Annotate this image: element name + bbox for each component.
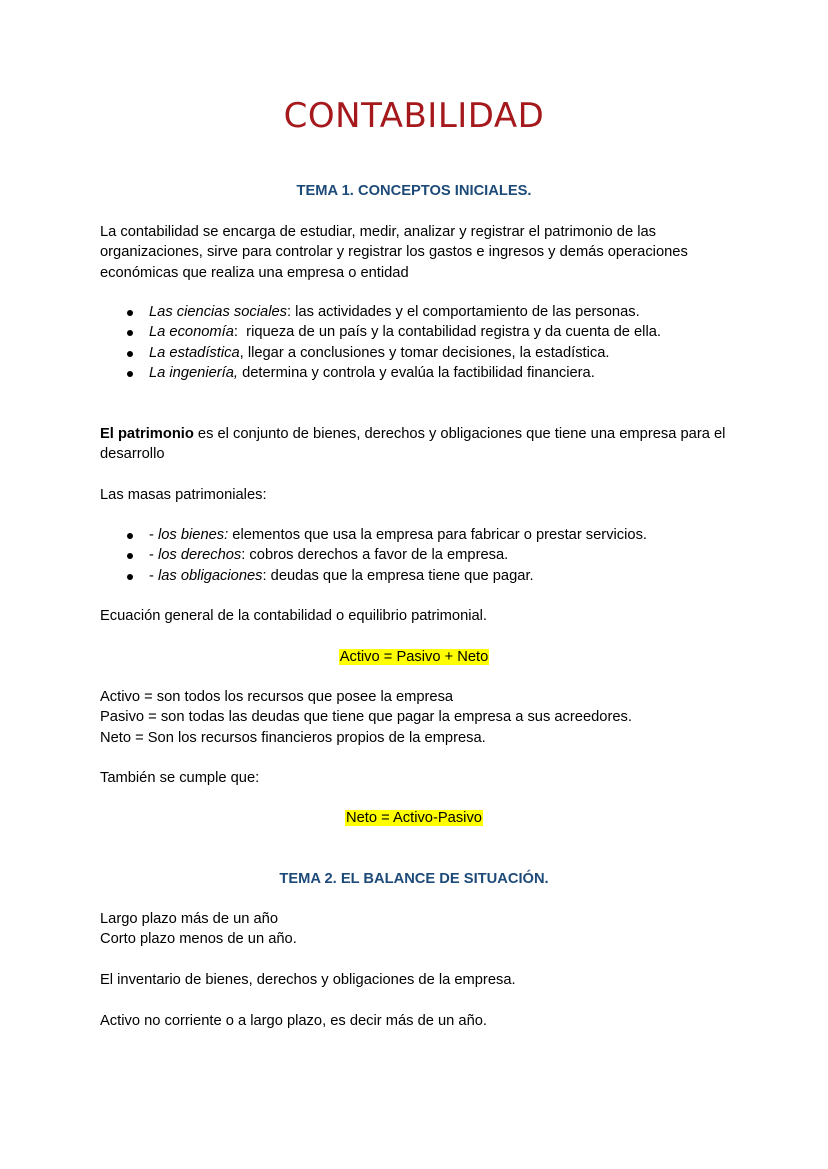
tambien-label: También se cumple que:	[100, 770, 260, 786]
heading-tema-2: TEMA 2. EL BALANCE DE SITUACIÓN.	[279, 871, 549, 887]
term: La estadística	[149, 344, 240, 361]
masas-list	[100, 525, 740, 586]
intro-paragraph: La contabilidad se encarga de estudiar, medir, analizar y registrar el patrimonio de las organizaciones, sirve para controlar y registrar los gastos e ingresos y demás operaciones económicas que realiza una empresa o entidad	[100, 224, 688, 281]
patrimonio-definition: es el conjunto de bienes, derechos y obligaciones que tiene una empresa para el desarrollo	[100, 426, 726, 463]
bullet-icon	[127, 371, 133, 377]
term: Las ciencias sociales	[149, 304, 287, 320]
highlighted-equation-2: Neto = Activo-Pasivo	[346, 810, 482, 826]
activo-no-corriente-paragraph: Activo no corriente o a largo plazo, es decir más de un año.	[100, 1013, 487, 1029]
term: las obligaciones	[157, 567, 263, 584]
separator: :	[233, 324, 239, 341]
bullet-icon	[127, 574, 133, 580]
description: llegar a conclusiones y tomar decisiones, la estadística.	[243, 344, 610, 361]
term: los bienes:	[157, 527, 229, 543]
list-item	[100, 343, 740, 363]
plazos-block	[100, 909, 740, 950]
heading-tema-1: TEMA 1. CONCEPTOS INICIALES.	[296, 183, 532, 199]
description: elementos que usa la empresa para fabricar o prestar servicios.	[228, 527, 647, 543]
ecuacion2-line	[0, 808, 828, 828]
list-item	[100, 566, 740, 586]
patrimonio-term: El patrimonio	[100, 426, 194, 442]
description: : cobros derechos a favor de la empresa.	[241, 547, 509, 564]
prefix: -	[149, 547, 158, 564]
definition-pasivo: Pasivo = son todas las deudas que tiene que pagar la empresa a sus acreedores.	[100, 709, 632, 726]
prefix: -	[149, 567, 158, 584]
description: determina y controla y evalúa la factibilidad financiera.	[238, 364, 595, 381]
bullet-icon	[127, 310, 133, 316]
description: las actividades y el comportamiento de las personas.	[291, 304, 640, 320]
inventario-paragraph: El inventario de bienes, derechos y obligaciones de la empresa.	[100, 972, 516, 988]
list-item	[100, 525, 740, 545]
list-item	[100, 363, 740, 383]
patrimonio-paragraph	[100, 424, 740, 465]
definition-activo: Activo = son todos los recursos que posee la empresa	[100, 689, 454, 705]
term: La ingeniería,	[149, 364, 239, 381]
separator: :	[286, 304, 292, 320]
bullet-icon	[127, 351, 133, 357]
corto-plazo: Corto plazo menos de un año.	[100, 931, 297, 948]
bullet-icon	[127, 533, 133, 539]
ecuacion-label: Ecuación general de la contabilidad o equilibrio patrimonial.	[100, 608, 488, 624]
term: los derechos	[157, 547, 242, 564]
list-item	[100, 302, 740, 322]
term: La economía	[149, 324, 234, 341]
list-item	[100, 322, 740, 342]
bullet-icon	[127, 330, 133, 336]
list-item	[100, 545, 740, 565]
definition-neto: Neto = Son los recursos financieros propios de la empresa.	[100, 729, 486, 746]
masas-label: Las masas patrimoniales:	[100, 487, 267, 503]
bullet-icon	[127, 553, 133, 559]
highlighted-equation: Activo = Pasivo + Neto	[339, 649, 489, 665]
largo-plazo: Largo plazo más de un año	[100, 911, 279, 927]
definitions-block	[100, 687, 740, 748]
description: riqueza de un país y la contabilidad registra y da cuenta de ella.	[238, 324, 661, 341]
sciences-list	[100, 302, 740, 383]
separator: ,	[239, 344, 244, 361]
ecuacion-line	[0, 647, 828, 667]
prefix: -	[149, 527, 158, 543]
document-title: CONTABILIDAD	[283, 96, 545, 136]
description: : deudas que la empresa tiene que pagar.	[262, 567, 534, 584]
